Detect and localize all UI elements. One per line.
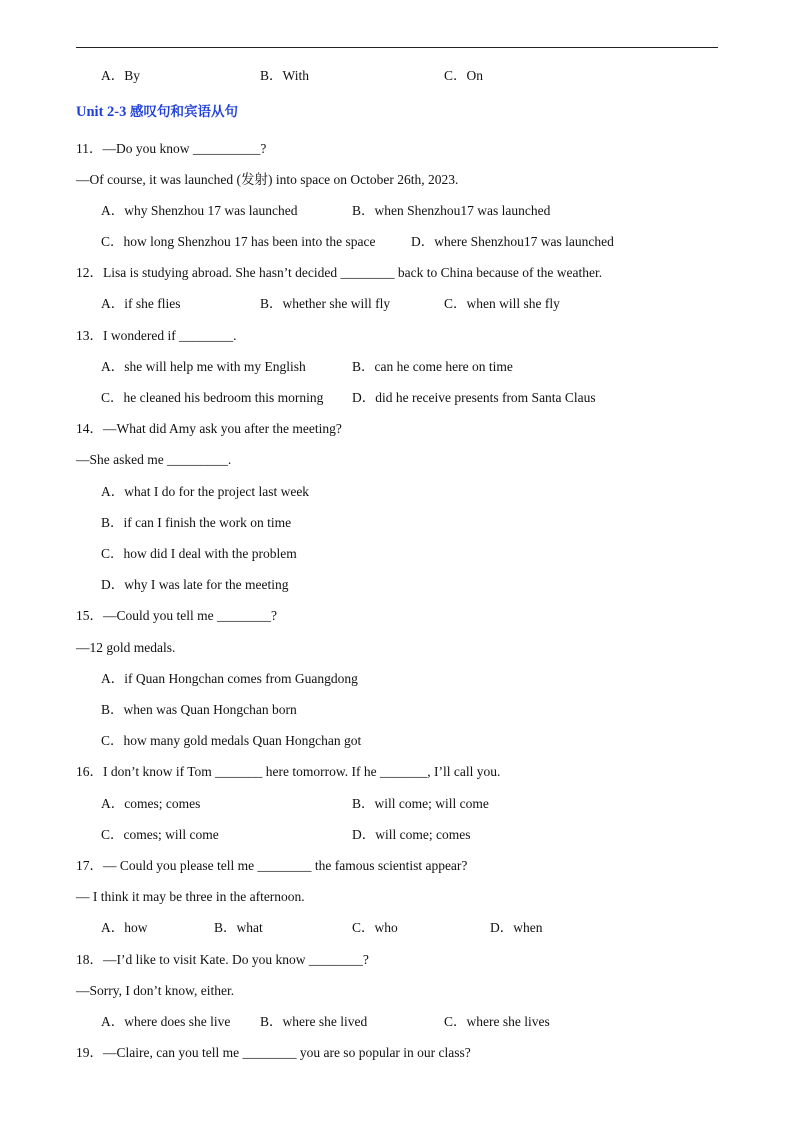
question-13-option-b: B．can he come here on time	[352, 359, 513, 374]
question-14-option-d: D．why I was late for the meeting	[101, 577, 289, 592]
question-14-option-a: A．what I do for the project last week	[101, 484, 310, 499]
question-13-option-d: D．did he receive presents from Santa Claus	[352, 390, 596, 405]
question-15-option-b: B．when was Quan Hongchan born	[101, 702, 297, 717]
question-11-stem: 11．—Do you know __________?	[76, 141, 267, 156]
question-17-option-b: B．what	[214, 920, 263, 935]
question-16-option-b: B．will come; will come	[352, 796, 489, 811]
question-15-reply: —12 gold medals.	[76, 640, 176, 655]
question-18-option-a: A．where does she live	[101, 1014, 231, 1029]
question-14-option-c: C．how did I deal with the problem	[101, 546, 297, 561]
question-11-option-a: A．why Shenzhou 17 was launched	[101, 203, 298, 218]
question-16-stem: 16．I don’t know if Tom _______ here tomorrow. If he _______, I’ll call you.	[76, 764, 501, 779]
question-12-option-b: B．whether she will fly	[260, 296, 391, 311]
question-12-option-c: C．when will she fly	[444, 296, 560, 311]
question-17-option-a: A．how	[101, 920, 148, 935]
header-rule	[76, 47, 718, 48]
question-13-option-a: A．she will help me with my English	[101, 359, 306, 374]
question-15-option-a: A．if Quan Hongchan comes from Guangdong	[101, 671, 358, 686]
option-c: C．On	[444, 68, 484, 83]
question-14-stem: 14．—What did Amy ask you after the meeting?	[76, 421, 342, 436]
question-11-option-c: C．how long Shenzhou 17 has been into the space	[101, 234, 376, 249]
question-11-option-b: B．when Shenzhou17 was launched	[352, 203, 551, 218]
question-13-stem: 13．I wondered if ________.	[76, 328, 237, 343]
question-17-option-d: D．when	[490, 920, 543, 935]
question-16-option-c: C．comes; will come	[101, 827, 219, 842]
question-19-stem: 19．—Claire, can you tell me ________ you are so popular in our class?	[76, 1045, 471, 1060]
question-15-option-c: C．how many gold medals Quan Hongchan got	[101, 733, 362, 748]
question-17-stem: 17．— Could you please tell me ________ the famous scientist appear?	[76, 858, 468, 873]
question-18-option-b: B．where she lived	[260, 1014, 368, 1029]
question-13-option-c: C．he cleaned his bedroom this morning	[101, 390, 324, 405]
question-14-reply: —She asked me _________.	[76, 452, 232, 467]
question-17-option-c: C．who	[352, 920, 398, 935]
question-11-reply: —Of course, it was launched (发射) into space on October 26th, 2023.	[76, 172, 459, 187]
question-12-stem: 12．Lisa is studying abroad. She hasn’t decided ________ back to China because of the weather.	[76, 265, 603, 280]
question-16-option-d: D．will come; comes	[352, 827, 471, 842]
option-b: B．With	[260, 68, 309, 83]
question-14-option-b: B．if can I finish the work on time	[101, 515, 292, 530]
unit-title: 感叹句和宾语从句	[129, 104, 238, 120]
section-heading	[76, 104, 238, 120]
question-12-option-a: A．if she flies	[101, 296, 181, 311]
question-18-stem: 18．—I’d like to visit Kate. Do you know ________?	[76, 952, 369, 967]
unit-label: Unit 2-3	[76, 104, 127, 120]
question-16-option-a: A．comes; comes	[101, 796, 201, 811]
question-15-stem: 15．—Could you tell me ________?	[76, 608, 277, 623]
question-18-reply: —Sorry, I don’t know, either.	[76, 983, 235, 998]
question-17-reply: — I think it may be three in the afternoon.	[76, 889, 305, 904]
option-a: A．By	[101, 68, 141, 83]
question-11-option-d: D．where Shenzhou17 was launched	[411, 234, 614, 249]
question-18-option-c: C．where she lives	[444, 1014, 550, 1029]
